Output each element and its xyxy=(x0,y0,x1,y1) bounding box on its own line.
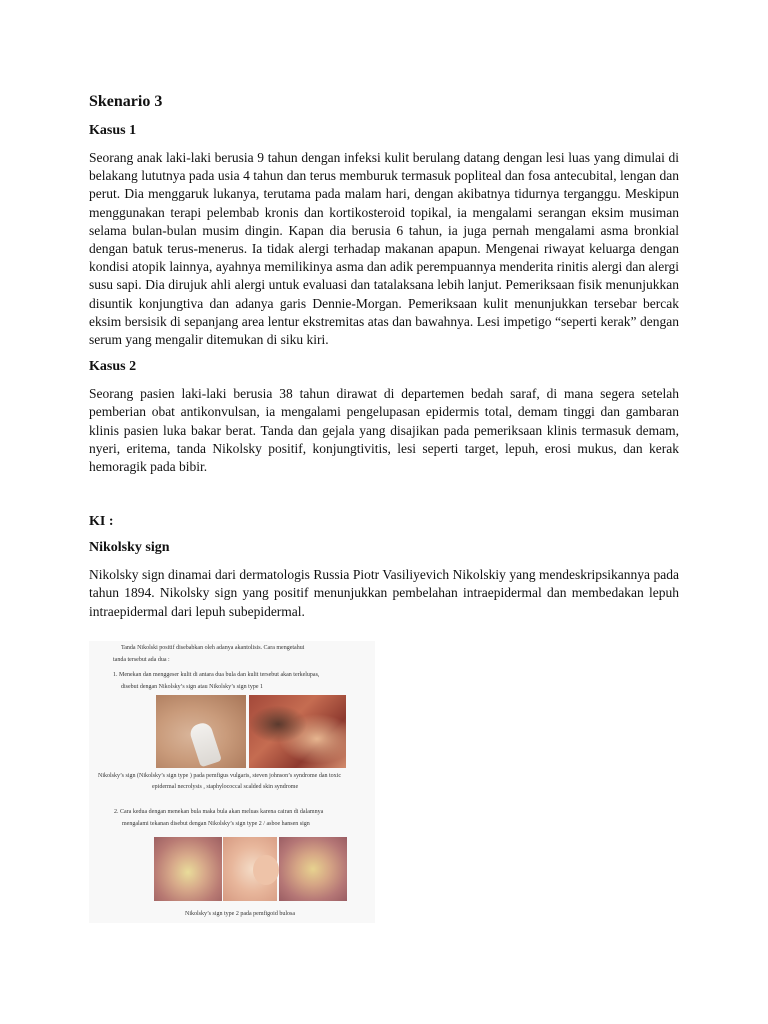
document-content xyxy=(89,93,679,631)
figure-intro-line-2: tanda tersebut ada dua : xyxy=(113,657,170,663)
figure-step-1-line-1: 1. Menekan dan menggeser kulit di antara dua bula dan kulit tersebut akan terkelupas, xyxy=(113,672,320,678)
photo-bulla-spread xyxy=(279,837,347,901)
case2-heading: Kasus 2 xyxy=(89,359,137,375)
figure-caption-2: Nikolsky’s sign type 2 pada pemfigoid bulosa xyxy=(185,911,295,917)
photo-skin-erosion xyxy=(249,695,346,768)
photo-bulla-before xyxy=(154,837,222,901)
figure-step-2-line-2: mengalami tekanan disebut dengan Nikolsky’s sign type 2 / asboe hansen sign xyxy=(122,821,310,827)
finger-tip-shape xyxy=(253,855,279,885)
nikolsky-figure xyxy=(89,641,375,923)
photo-bulla-pressing xyxy=(223,837,277,901)
case1-paragraph: Seorang anak laki-laki berusia 9 tahun dengan infeksi kulit berulang datang dengan lesi luas yang dimulai di belakang lututnya pada usia 4 tahun dan terus memburuk termasuk popliteal dan fosa antecubital, lengan dan perut. Dia menggaruk lukanya, terutama pada malam hari, dengan akibatnya tidurnya terganggu. Meskipun menggunakan terapi pelembab kronis dan kortikosteroid topikal, ia mengalami serangan eksim musiman selama bulan-bulan musim dingin. Kapan dia berusia 6 tahun, ia juga pernah mengalami asma bronkial dengan batuk terus-menerus. Ia tidak alergi terhadap makanan apapun. Mengenai riwayat keluarga dengan kondisi atopik lainnya, ayahnya memilikinya asma dan adik perempuannya menderita rinitis alergi dan alergi susu sapi. Dia dirujuk ahli alergi untuk evaluasi dan tatalaksana lebih lanjut. Pemeriksaan fisik menunjukkan disuntik konjungtiva dan adanya garis Dennie-Morgan. Pemeriksaan kulit menunjukkan tersebar bercak eksim bersisik di sepanjang area lentur ekstremitas atas dan bawahnya. Lesi impetigo “seperti kerak” dengan serum yang mengalir ditemukan di siku kiri. xyxy=(89,150,679,348)
finger-shape xyxy=(188,721,222,768)
nikolsky-paragraph: Nikolsky sign dinamai dari dermatologis Russia Piotr Vasiliyevich Nikolskiy yang mendeskripsikannya pada tahun 1894. Nikolsky sign yang positif menunjukkan pembelahan intraepidermal dan membedakan lepuh intraepidermal dari lepuh subepidermal. xyxy=(89,567,679,619)
case1-heading: Kasus 1 xyxy=(89,123,137,138)
figure-caption-1-line-1: Nikolsky’s sign (Nikolsky’s sign type ) pada pemfigus vulgaris, steven johnson’s syndrome dan toxic xyxy=(98,773,341,779)
figure-step-2-line-1: 2. Cara kedua dengan menekan bula maka bula akan meluas karena cairan di dalamnya xyxy=(114,809,324,815)
nikolsky-heading: Nikolsky sign xyxy=(89,540,170,556)
ki-heading: KI : xyxy=(89,514,114,530)
scenario-title: Skenario 3 xyxy=(89,93,163,110)
case2-paragraph: Seorang pasien laki-laki berusia 38 tahun dirawat di departemen bedah saraf, di mana segera setelah pemberian obat antikonvulsan, ia mengalami pengelupasan epidermis total, demam tinggi dan gambaran klinis pasien luka bakar berat. Tanda dan gejala yang disajikan pada pemeriksaan klinis termasuk demam, nyeri, eritema, tanda Nikolsky positif, konjungtivitis, lesi seperti target, lepuh, erosi mukus, dan kerak hemoragik pada bibir. xyxy=(89,386,679,475)
photo-finger-pressing-skin xyxy=(156,695,246,768)
section-spacer xyxy=(89,486,679,514)
figure-step-1-line-2: disebut dengan Nikolsky’s sign atau Nikolsky’s sign type 1 xyxy=(121,684,263,690)
figure-intro-line-1: Tanda Nikolski positif disebabkan oleh adanya akantolisis. Cara mengetahui xyxy=(121,645,305,651)
figure-caption-1-line-2: epidermal necrolysis , staphylococcal scalded skin syndrome xyxy=(152,784,299,790)
